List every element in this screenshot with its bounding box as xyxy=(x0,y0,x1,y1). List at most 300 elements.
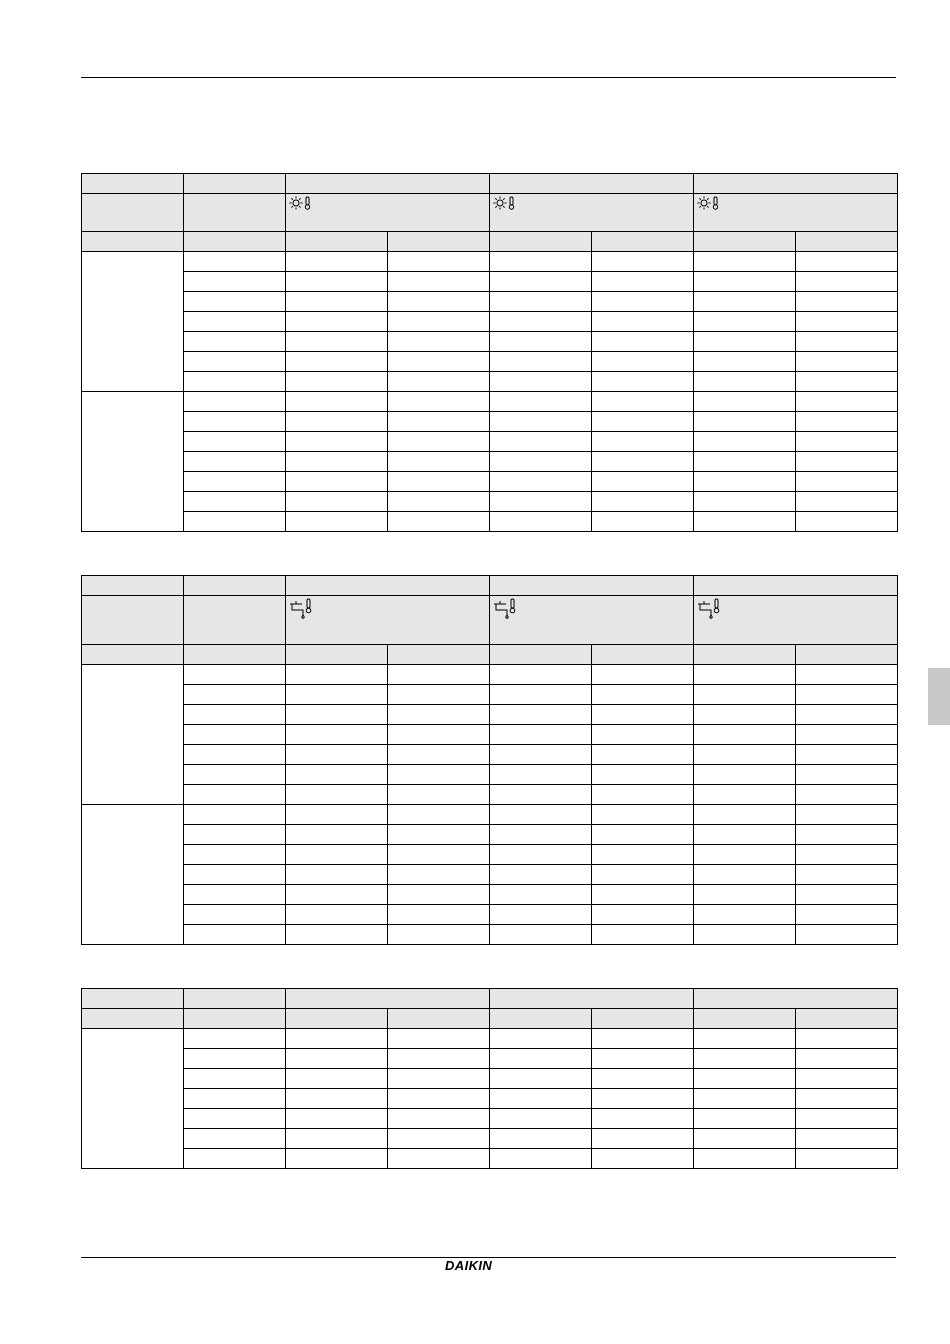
header-cell xyxy=(490,174,694,194)
header-cell xyxy=(184,1009,286,1029)
table-cell xyxy=(694,825,796,845)
header-cell xyxy=(82,174,184,194)
table-cell xyxy=(388,372,490,392)
table-cell xyxy=(694,292,796,312)
table-cell xyxy=(184,1069,286,1089)
table-cell xyxy=(286,432,388,452)
table-cell xyxy=(694,392,796,412)
table-cell xyxy=(388,392,490,412)
header-cell xyxy=(184,989,286,1009)
table-cell xyxy=(592,412,694,432)
table-cell xyxy=(286,252,388,272)
table-cell xyxy=(184,272,286,292)
table-cell xyxy=(184,472,286,492)
table-cell xyxy=(388,845,490,865)
group-cell xyxy=(82,665,184,805)
table-cell xyxy=(592,472,694,492)
table-cell xyxy=(592,312,694,332)
table-row xyxy=(82,332,898,352)
header-cell xyxy=(184,645,286,665)
table-cell xyxy=(490,885,592,905)
table-cell xyxy=(694,332,796,352)
group-cell xyxy=(82,805,184,945)
table-row xyxy=(82,272,898,292)
table-cell xyxy=(592,1129,694,1149)
table-2 xyxy=(81,575,898,945)
table-cell xyxy=(796,372,898,392)
table-cell xyxy=(694,685,796,705)
table-row xyxy=(82,432,898,452)
table-cell xyxy=(388,785,490,805)
table-row xyxy=(82,665,898,685)
row-group xyxy=(82,392,898,532)
table-cell xyxy=(694,352,796,372)
table-cell xyxy=(388,1129,490,1149)
table-cell xyxy=(694,1029,796,1049)
table-cell xyxy=(286,665,388,685)
table-cell xyxy=(796,292,898,312)
header-cell xyxy=(694,576,898,596)
table-cell xyxy=(796,272,898,292)
table-cell xyxy=(388,1049,490,1069)
table-cell xyxy=(694,512,796,532)
table-cell xyxy=(796,925,898,945)
table-cell xyxy=(592,352,694,372)
table-cell xyxy=(796,705,898,725)
table-cell xyxy=(694,725,796,745)
table-cell xyxy=(286,372,388,392)
table-cell xyxy=(592,492,694,512)
table-cell xyxy=(592,392,694,412)
table-cell xyxy=(184,765,286,785)
table-cell xyxy=(592,785,694,805)
table-cell xyxy=(388,725,490,745)
table-cell xyxy=(286,685,388,705)
table-cell xyxy=(286,1029,388,1049)
table-cell xyxy=(388,452,490,472)
table-cell xyxy=(490,1149,592,1169)
table-cell xyxy=(694,412,796,432)
table-cell xyxy=(490,312,592,332)
table-row xyxy=(82,312,898,332)
table-cell xyxy=(694,765,796,785)
table-cell xyxy=(388,745,490,765)
table-cell xyxy=(592,332,694,352)
sun-thermometer-icon xyxy=(289,196,313,210)
table-cell xyxy=(592,1049,694,1069)
table-cell xyxy=(490,512,592,532)
table-cell xyxy=(694,865,796,885)
table-cell xyxy=(184,685,286,705)
table-cell xyxy=(490,432,592,452)
table-cell xyxy=(694,312,796,332)
table-cell xyxy=(694,805,796,825)
header-rule xyxy=(81,77,896,78)
table-cell xyxy=(490,925,592,945)
table-cell xyxy=(592,725,694,745)
table-cell xyxy=(490,1049,592,1069)
table-cell xyxy=(592,1029,694,1049)
header-cell xyxy=(388,645,490,665)
header-cell xyxy=(694,174,898,194)
table-cell xyxy=(388,905,490,925)
table-cell xyxy=(592,865,694,885)
row-group xyxy=(82,252,898,392)
row-group xyxy=(82,665,898,805)
table-cell xyxy=(490,492,592,512)
table-cell xyxy=(694,472,796,492)
table-cell xyxy=(388,272,490,292)
table-cell xyxy=(796,1049,898,1069)
table-cell xyxy=(184,1149,286,1169)
table-row xyxy=(82,745,898,765)
row-group xyxy=(82,1029,898,1169)
table-cell xyxy=(184,412,286,432)
table-cell xyxy=(490,905,592,925)
table-cell xyxy=(184,1029,286,1049)
table-cell xyxy=(592,1109,694,1129)
table-cell xyxy=(184,352,286,372)
sun-thermometer-icon xyxy=(697,196,721,210)
header-cell xyxy=(286,989,490,1009)
table-cell xyxy=(184,865,286,885)
table-cell xyxy=(184,1109,286,1129)
table-cell xyxy=(286,705,388,725)
table-row xyxy=(82,1029,898,1049)
table-cell xyxy=(286,272,388,292)
table-cell xyxy=(388,252,490,272)
table-cell xyxy=(592,825,694,845)
table-row xyxy=(82,865,898,885)
table-cell xyxy=(490,725,592,745)
table-cell xyxy=(592,665,694,685)
header-cell xyxy=(82,645,184,665)
table-cell xyxy=(592,685,694,705)
table-cell xyxy=(796,332,898,352)
table-cell xyxy=(388,432,490,452)
table-cell xyxy=(796,1129,898,1149)
table-cell xyxy=(184,905,286,925)
table-cell xyxy=(694,1089,796,1109)
table-cell xyxy=(286,412,388,432)
table-cell xyxy=(694,252,796,272)
table-cell xyxy=(286,725,388,745)
table-cell xyxy=(694,1149,796,1169)
table-cell xyxy=(184,372,286,392)
table-row xyxy=(82,765,898,785)
table-cell xyxy=(796,845,898,865)
table-cell xyxy=(592,1089,694,1109)
table-row xyxy=(82,685,898,705)
table-row xyxy=(82,905,898,925)
table-cell xyxy=(592,252,694,272)
icon-cell xyxy=(694,194,898,232)
table-cell xyxy=(184,292,286,312)
table-cell xyxy=(490,805,592,825)
table-cell xyxy=(592,745,694,765)
table-cell xyxy=(286,1129,388,1149)
table-cell xyxy=(796,472,898,492)
table-cell xyxy=(490,332,592,352)
table-cell xyxy=(796,432,898,452)
table-cell xyxy=(694,1049,796,1069)
table-cell xyxy=(286,472,388,492)
table-cell xyxy=(796,312,898,332)
table-row xyxy=(82,785,898,805)
table-cell xyxy=(184,1129,286,1149)
table-cell xyxy=(388,925,490,945)
table-cell xyxy=(184,705,286,725)
table-cell xyxy=(796,765,898,785)
table-cell xyxy=(286,765,388,785)
table-cell xyxy=(592,765,694,785)
header-cell xyxy=(82,194,184,232)
table-3 xyxy=(81,988,898,1169)
table-row xyxy=(82,805,898,825)
table-cell xyxy=(796,725,898,745)
table-cell xyxy=(796,785,898,805)
table-row xyxy=(82,412,898,432)
table-cell xyxy=(694,272,796,292)
header-cell xyxy=(184,232,286,252)
header-cell xyxy=(286,1009,388,1029)
table-cell xyxy=(184,492,286,512)
table-cell xyxy=(388,805,490,825)
side-tab xyxy=(928,668,950,725)
table-cell xyxy=(490,845,592,865)
header-cell xyxy=(694,232,796,252)
table-cell xyxy=(286,332,388,352)
table-cell xyxy=(184,825,286,845)
header-cell xyxy=(184,576,286,596)
table-cell xyxy=(796,392,898,412)
header-cell xyxy=(592,232,694,252)
table-cell xyxy=(490,785,592,805)
table-cell xyxy=(796,492,898,512)
group-cell xyxy=(82,252,184,392)
table-row xyxy=(82,705,898,725)
table-cell xyxy=(490,705,592,725)
table-cell xyxy=(796,685,898,705)
table-cell xyxy=(286,392,388,412)
table-cell xyxy=(184,312,286,332)
header-cell xyxy=(490,1009,592,1029)
table-row xyxy=(82,492,898,512)
table-cell xyxy=(694,785,796,805)
table-cell xyxy=(388,292,490,312)
table-cell xyxy=(490,252,592,272)
table-cell xyxy=(796,1109,898,1129)
header-cell xyxy=(592,645,694,665)
icon-cell xyxy=(490,194,694,232)
header-cell xyxy=(796,1009,898,1029)
sun-thermometer-icon xyxy=(493,196,517,210)
table-row xyxy=(82,1089,898,1109)
table-cell xyxy=(490,1109,592,1129)
table-cell xyxy=(184,252,286,272)
header-cell xyxy=(694,989,898,1009)
table-cell xyxy=(490,745,592,765)
icon-row xyxy=(82,596,898,645)
table-cell xyxy=(592,372,694,392)
table-row xyxy=(82,292,898,312)
icon-cell xyxy=(286,194,490,232)
table-cell xyxy=(694,1129,796,1149)
table-cell xyxy=(286,1089,388,1109)
table-cell xyxy=(796,412,898,432)
table-cell xyxy=(286,825,388,845)
icon-cell xyxy=(490,596,694,645)
table-cell xyxy=(286,1109,388,1129)
table-row xyxy=(82,845,898,865)
header-cell xyxy=(592,1009,694,1029)
table-cell xyxy=(388,1109,490,1129)
table-cell xyxy=(694,1109,796,1129)
group-cell xyxy=(82,1029,184,1169)
table-cell xyxy=(388,765,490,785)
table-cell xyxy=(490,1129,592,1149)
table-row xyxy=(82,1149,898,1169)
table-cell xyxy=(490,1069,592,1089)
header-cell xyxy=(286,576,490,596)
table-cell xyxy=(490,392,592,412)
table-row xyxy=(82,1069,898,1089)
table-cell xyxy=(592,432,694,452)
table-cell xyxy=(694,432,796,452)
table-cell xyxy=(388,412,490,432)
table-cell xyxy=(286,1149,388,1169)
table-cell xyxy=(796,865,898,885)
table-cell xyxy=(592,905,694,925)
table-cell xyxy=(184,665,286,685)
header-cell xyxy=(286,645,388,665)
table-cell xyxy=(388,865,490,885)
table-cell xyxy=(490,1089,592,1109)
icon-row xyxy=(82,194,898,232)
icon-cell xyxy=(286,596,490,645)
table-row xyxy=(82,885,898,905)
table-row xyxy=(82,512,898,532)
icon-cell xyxy=(694,596,898,645)
table-cell xyxy=(592,925,694,945)
table-cell xyxy=(286,885,388,905)
table-cell xyxy=(796,352,898,372)
table-row xyxy=(82,1109,898,1129)
table-cell xyxy=(286,865,388,885)
table-cell xyxy=(286,845,388,865)
header-cell xyxy=(388,232,490,252)
header-cell xyxy=(796,232,898,252)
table-cell xyxy=(286,805,388,825)
tap-thermometer-icon xyxy=(289,598,315,620)
table-cell xyxy=(388,1089,490,1109)
table-cell xyxy=(796,825,898,845)
table-cell xyxy=(592,1149,694,1169)
header-cell xyxy=(184,596,286,645)
header-cell xyxy=(82,989,184,1009)
table-subheader-row xyxy=(82,645,898,665)
table-cell xyxy=(388,1149,490,1169)
table-cell xyxy=(286,312,388,332)
table-cell xyxy=(184,805,286,825)
table-cell xyxy=(490,292,592,312)
table-cell xyxy=(694,1069,796,1089)
table-cell xyxy=(388,332,490,352)
table-cell xyxy=(592,292,694,312)
header-cell xyxy=(796,645,898,665)
table-cell xyxy=(184,725,286,745)
table-cell xyxy=(184,785,286,805)
table-cell xyxy=(694,452,796,472)
table-cell xyxy=(490,1029,592,1049)
header-cell xyxy=(184,174,286,194)
row-group xyxy=(82,805,898,945)
table-cell xyxy=(388,825,490,845)
table-cell xyxy=(388,885,490,905)
table-row xyxy=(82,392,898,412)
header-cell xyxy=(490,645,592,665)
table-cell xyxy=(184,925,286,945)
table-row xyxy=(82,472,898,492)
table-row xyxy=(82,1129,898,1149)
table-cell xyxy=(286,1069,388,1089)
table-cell xyxy=(490,865,592,885)
table-cell xyxy=(796,745,898,765)
table-cell xyxy=(796,452,898,472)
header-cell xyxy=(694,645,796,665)
tap-thermometer-icon xyxy=(697,598,723,620)
table-cell xyxy=(490,685,592,705)
table-cell xyxy=(286,745,388,765)
table-header-row xyxy=(82,174,898,194)
table-cell xyxy=(388,312,490,332)
table-cell xyxy=(694,665,796,685)
table-cell xyxy=(184,332,286,352)
table-cell xyxy=(388,1069,490,1089)
table-cell xyxy=(490,372,592,392)
table-cell xyxy=(184,392,286,412)
table-cell xyxy=(286,512,388,532)
table-cell xyxy=(286,452,388,472)
table-cell xyxy=(796,1029,898,1049)
table-cell xyxy=(388,492,490,512)
table-cell xyxy=(388,705,490,725)
table-cell xyxy=(184,845,286,865)
table-cell xyxy=(490,272,592,292)
logo-text: DAIKIN xyxy=(445,1258,493,1273)
header-cell xyxy=(490,989,694,1009)
header-cell xyxy=(694,1009,796,1029)
table-cell xyxy=(592,1069,694,1089)
table-cell xyxy=(694,372,796,392)
table-cell xyxy=(592,452,694,472)
table-cell xyxy=(592,845,694,865)
table-row xyxy=(82,372,898,392)
table-cell xyxy=(388,685,490,705)
table-cell xyxy=(796,252,898,272)
table-cell xyxy=(286,292,388,312)
table-cell xyxy=(694,705,796,725)
table-cell xyxy=(694,745,796,765)
table-row xyxy=(82,452,898,472)
header-cell xyxy=(82,596,184,645)
table-row xyxy=(82,925,898,945)
header-cell xyxy=(82,232,184,252)
table-cell xyxy=(286,925,388,945)
table-row xyxy=(82,1049,898,1069)
table-cell xyxy=(694,885,796,905)
table-cell xyxy=(592,705,694,725)
